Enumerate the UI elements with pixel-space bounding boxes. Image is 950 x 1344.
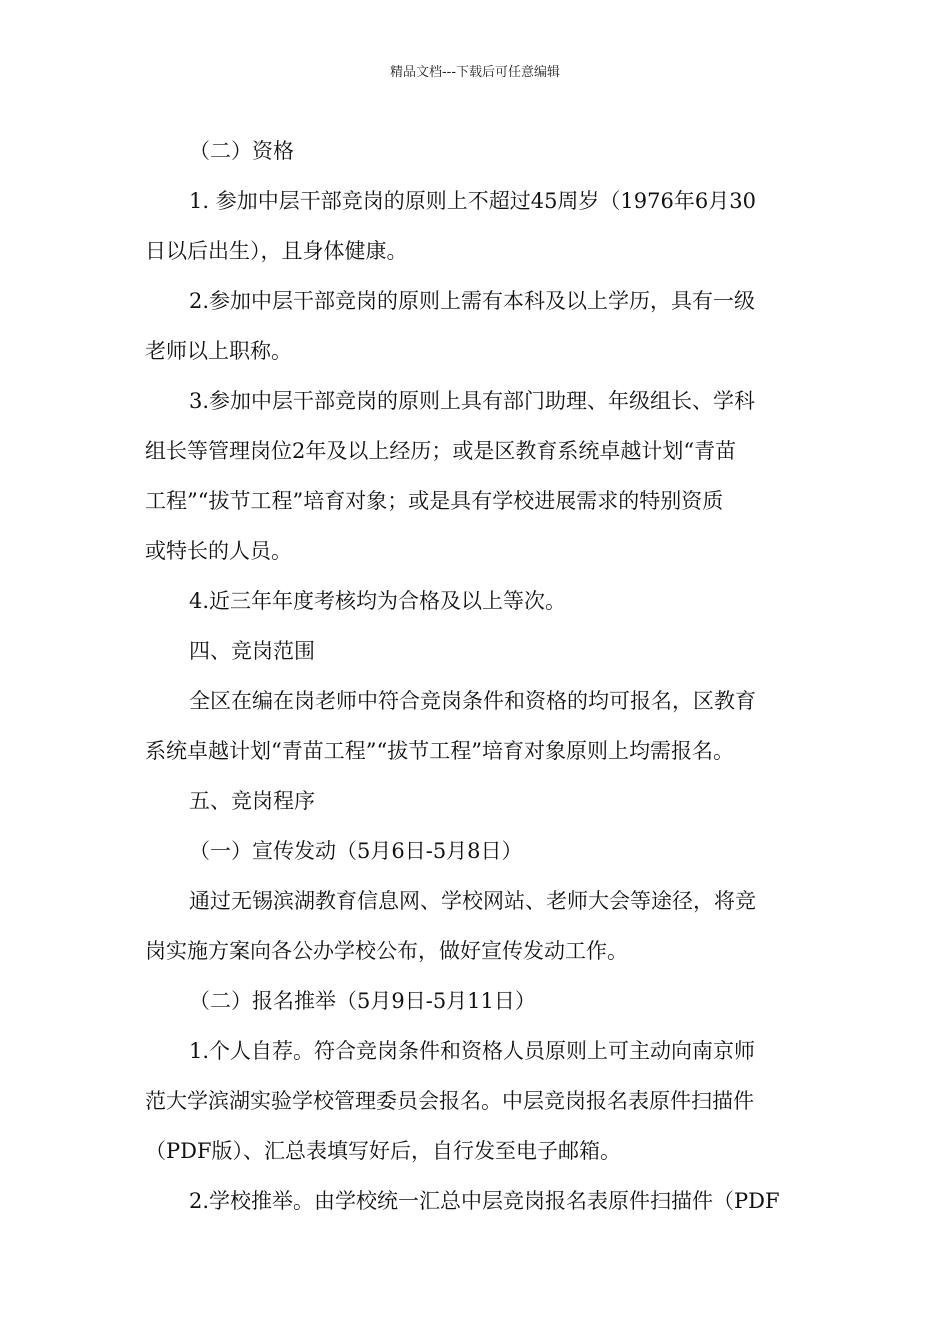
text-line: 岗实施方案向各公办学校公布，做好宣传发动工作。 bbox=[145, 939, 628, 963]
text-line: （二）资格 bbox=[189, 139, 294, 163]
page-header: 精品文档---下载后可任意编辑 bbox=[389, 65, 561, 80]
subsection-heading: （二）报名推举（5月9日-5月11日） bbox=[189, 989, 536, 1013]
section-heading: 四、竞岗范围 bbox=[189, 639, 315, 663]
section-heading: 五、竞岗程序 bbox=[189, 789, 315, 813]
text-line: 日以后出生），且身体健康。 bbox=[145, 239, 408, 263]
text-line: 3.参加中层干部竞岗的原则上具有部门助理、年级组长、学科 bbox=[189, 389, 756, 413]
text-line: （PDF版）、汇总表填写好后，自行发至电子邮箱。 bbox=[145, 1139, 622, 1163]
text-line: 1.个人自荐。符合竞岗条件和资格人员原则上可主动向南京师 bbox=[189, 1039, 756, 1063]
text-line: 工程”“拔节工程”培育对象；或是具有学校进展需求的特别资质 bbox=[145, 489, 724, 513]
text-line: 2.学校推举。由学校统一汇总中层竞岗报名表原件扫描件（PDF bbox=[189, 1189, 780, 1213]
subsection-heading: （一）宣传发动（5月6日-5月8日） bbox=[189, 839, 523, 863]
text-line: 组长等管理岗位2年及以上经历；或是区教育系统卓越计划“青苗 bbox=[145, 439, 737, 463]
text-line: 范大学滨湖实验学校管理委员会报名。中层竞岗报名表原件扫描件 bbox=[145, 1089, 754, 1113]
text-line: 4.近三年年度考核均为合格及以上等次。 bbox=[189, 589, 567, 613]
text-line: 老师以上职称。 bbox=[145, 339, 292, 363]
text-line: 全区在编在岗老师中符合竞岗条件和资格的均可报名，区教育 bbox=[189, 689, 756, 713]
text-line: 2.参加中层干部竞岗的原则上需有本科及以上学历，具有一级 bbox=[189, 289, 756, 313]
text-line: 通过无锡滨湖教育信息网、学校网站、老师大会等途径，将竞 bbox=[189, 889, 756, 913]
text-line: 系统卓越计划“青苗工程”“拔节工程”培育对象原则上均需报名。 bbox=[145, 739, 734, 763]
text-line: 1. 参加中层干部竞岗的原则上不超过45周岁（1976年6月30 bbox=[189, 189, 756, 213]
document-body bbox=[145, 126, 810, 1226]
text-line: 或特长的人员。 bbox=[145, 539, 292, 563]
